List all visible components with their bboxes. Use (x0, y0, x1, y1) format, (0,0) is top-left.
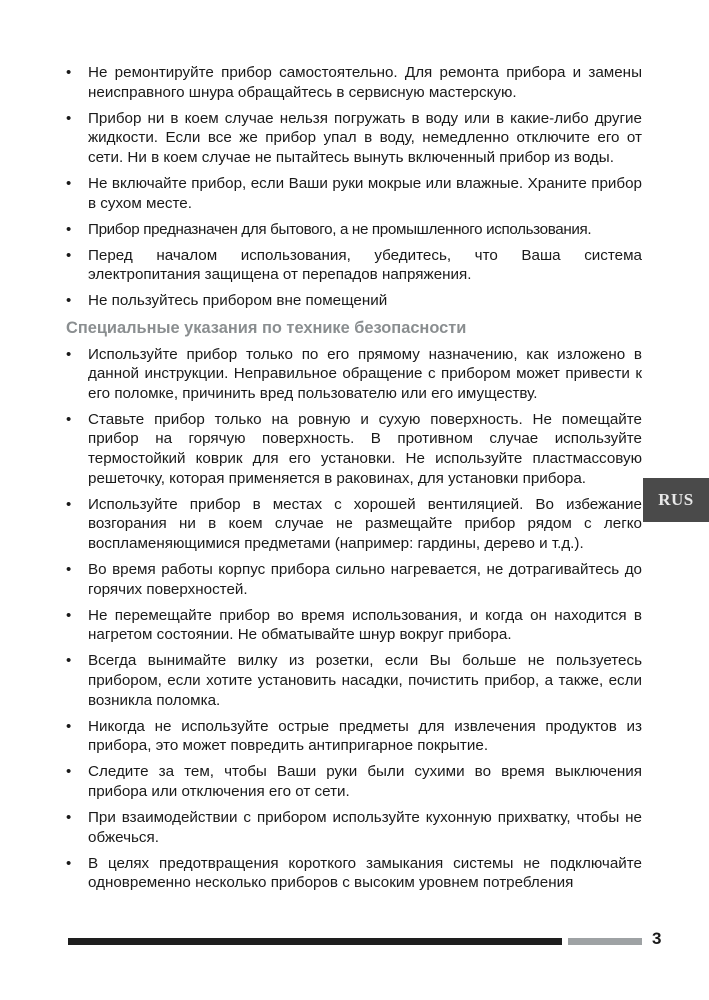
list-item: • Не перемещайте прибор во время использования, и когда он находится в нагретом состоянии. Не обматывайте шнур вокруг прибора. (66, 606, 642, 645)
list-item: • Не пользуйтесь прибором вне помещений (66, 291, 642, 311)
list-item: • В целях предотвращения короткого замыкания системы не подключайте одновременно несколько приборов с высоким уровнем потребления (66, 854, 642, 893)
general-safety-list (66, 63, 642, 311)
list-item: • Никогда не используйте острые предметы для извлечения продуктов из прибора, это может повредить антипригарное покрытие. (66, 717, 642, 756)
footer-rule-dark (68, 938, 562, 945)
list-item: • Используйте прибор в местах с хорошей вентиляцией. Во избежание возгорания ни в коем случае не размещайте прибор рядом с легко воспламеняющимися предметами (например: гардины, дерево и т.д.). (66, 495, 642, 554)
page-content (66, 63, 642, 899)
list-item: • Всегда вынимайте вилку из розетки, если Вы больше не пользуетесь прибором, если хотите установить насадки, почистить прибор, а также, если возникла поломка. (66, 651, 642, 710)
list-item: • При взаимодействии с прибором используйте кухонную прихватку, чтобы не обжечься. (66, 808, 642, 847)
list-item: • Ставьте прибор только на ровную и сухую поверхность. Не помещайте прибор на горячую поверхность. В противном случае используйте термостойкий коврик для его установки. Не используйте пластмассовую решеточку, которая применяется в раковинах, для установки прибора. (66, 410, 642, 488)
list-item: • Не ремонтируйте прибор самостоятельно. Для ремонта прибора и замены неисправного шнура обращайтесь в сервисную мастерскую. (66, 63, 642, 102)
list-item: • Прибор ни в коем случае нельзя погружать в воду или в какие-либо другие жидкости. Если все же прибор упал в воду, немедленно отключите его от сети. Ни в коем случае не пытайтесь вынуть включенный прибор из воды. (66, 109, 642, 168)
list-item: • Перед началом использования, убедитесь, что Ваша система электропитания защищена от перепадов напряжения. (66, 246, 642, 285)
list-item: • Используйте прибор только по его прямому назначению, как изложено в данной инструкции. Неправильное обращение с прибором может привести к его поломке, причинить вред пользователю или его имуществу. (66, 345, 642, 404)
page-number: 3 (652, 929, 662, 948)
list-item: • Во время работы корпус прибора сильно нагревается, не дотрагивайтесь до горячих поверхностей. (66, 560, 642, 599)
list-item: • Следите за тем, чтобы Ваши руки были сухими во время выключения прибора или отключения его от сети. (66, 762, 642, 801)
section-heading: Специальные указания по технике безопасности (66, 318, 467, 337)
special-safety-list (66, 345, 642, 893)
language-tab: RUS (643, 478, 709, 522)
list-item: • Прибор предназначен для бытового, а не промышленного использования. (66, 220, 642, 240)
footer-rule-light (568, 938, 642, 945)
list-item: • Не включайте прибор, если Ваши руки мокрые или влажные. Храните прибор в сухом месте. (66, 174, 642, 213)
